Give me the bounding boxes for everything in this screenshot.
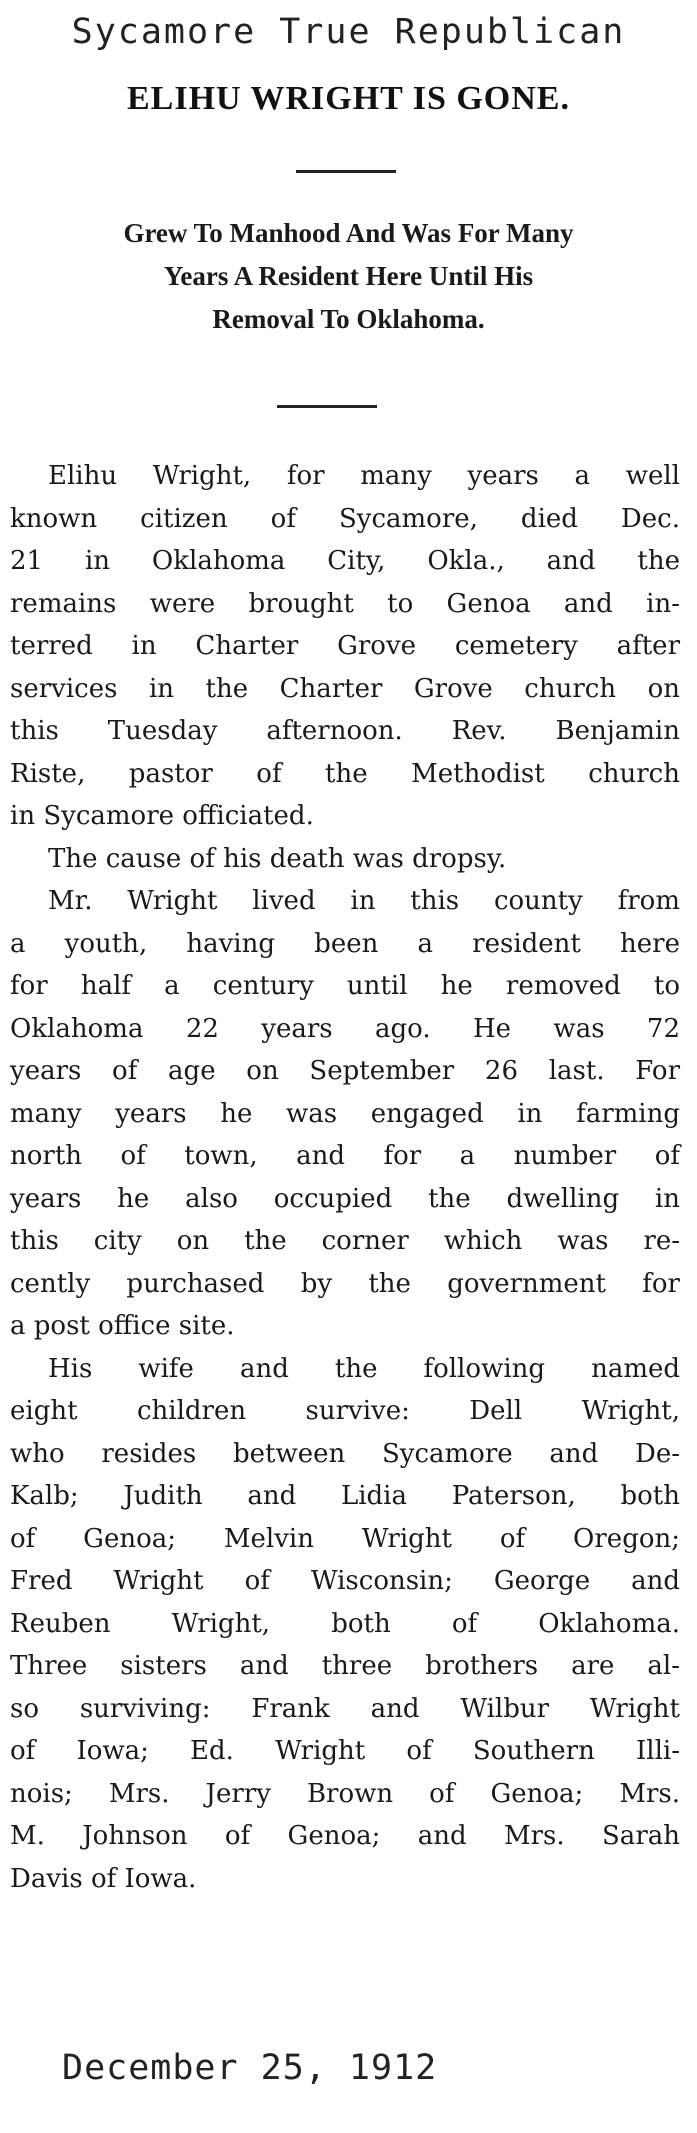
article-line: Davis of Iowa. <box>10 1863 197 1894</box>
article-subhead <box>0 212 697 341</box>
article-body <box>10 455 680 1900</box>
subhead-line: Years A Resident Here Until His <box>163 261 534 291</box>
article-line: Riste, pastor of the Methodist church <box>10 758 680 789</box>
article-line: Oklahoma 22 years ago. He was 72 <box>10 1013 680 1044</box>
article-line: Kalb; Judith and Lidia Paterson, both <box>10 1481 680 1511</box>
article-line: of Iowa; Ed. Wright of Southern Illi- <box>10 1736 680 1766</box>
article-line: many years he was engaged in farming <box>10 1098 680 1129</box>
article-line: M. Johnson of Genoa; and Mrs. Sarah <box>10 1821 680 1851</box>
article-line: The cause of his death was dropsy. <box>48 843 507 874</box>
article-line: terred in Charter Grove cemetery after <box>10 631 680 661</box>
headline-divider <box>296 170 396 173</box>
article-line: this city on the corner which was re- <box>10 1226 680 1256</box>
article-line: Mr. Wright lived in this county from <box>48 886 680 916</box>
article-line: a post office site. <box>10 1311 235 1341</box>
article-line: in Sycamore officiated. <box>10 801 314 831</box>
article-line: years he also occupied the dwelling in <box>10 1183 680 1214</box>
article-line: known citizen of Sycamore, died Dec. <box>10 503 680 534</box>
article-headline: ELIHU WRIGHT IS GONE. <box>127 80 570 117</box>
newspaper-name: Sycamore True Republican <box>71 12 626 52</box>
article-line: services in the Charter Grove church on <box>10 673 680 704</box>
article-line: of Genoa; Melvin Wright of Oregon; <box>10 1523 680 1554</box>
article-line: years of age on September 26 last. For <box>10 1056 680 1086</box>
article-line: nois; Mrs. Jerry Brown of Genoa; Mrs. <box>10 1778 680 1809</box>
article-line: who resides between Sycamore and De- <box>10 1438 680 1469</box>
article-line: Reuben Wright, both of Oklahoma. <box>10 1608 680 1639</box>
publication-date: December 25, 1912 <box>62 2048 438 2088</box>
article-line: remains were brought to Genoa and in- <box>10 588 680 619</box>
article-line: for half a century until he removed to <box>10 971 680 1001</box>
article-line: this Tuesday afternoon. Rev. Benjamin <box>10 716 680 746</box>
article-line: Fred Wright of Wisconsin; George and <box>10 1566 680 1596</box>
subhead-line: Grew To Manhood And Was For Many <box>123 218 574 248</box>
article-line: cently purchased by the government for <box>10 1268 680 1299</box>
article-line: His wife and the following named <box>48 1353 680 1384</box>
article-line: north of town, and for a number of <box>10 1141 680 1171</box>
article-line: so surviving: Frank and Wilbur Wright <box>10 1693 680 1724</box>
article-line: eight children survive: Dell Wright, <box>10 1396 680 1426</box>
article-line: 21 in Oklahoma City, Okla., and the <box>10 546 680 576</box>
article-line: a youth, having been a resident here <box>10 928 680 959</box>
subhead-line: Removal To Oklahoma. <box>212 304 485 334</box>
article-line: Three sisters and three brothers are al- <box>10 1651 680 1681</box>
article-line: Elihu Wright, for many years a well <box>48 461 680 491</box>
subhead-divider <box>277 405 377 408</box>
